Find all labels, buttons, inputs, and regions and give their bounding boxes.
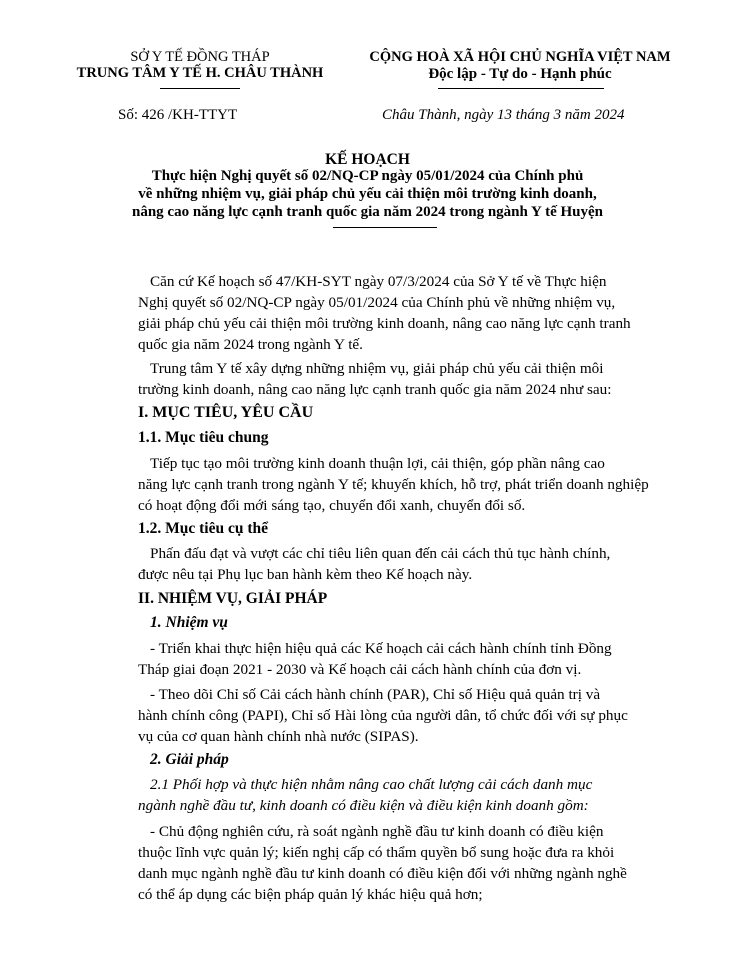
motto-underline	[438, 88, 604, 89]
nation-title: CỘNG HOÀ XÃ HỘI CHỦ NGHĨA VIỆT NAM	[369, 49, 671, 65]
section-heading-2: II. NHIỆM VỤ, GIẢI PHÁP	[138, 590, 328, 607]
para-1-line-4: quốc gia năm 2024 trong ngành Y tế.	[138, 336, 363, 353]
para-1-line-2: Nghị quyết số 02/NQ-CP ngày 05/01/2024 của Chính phủ về những nhiệm vụ,	[138, 294, 616, 311]
para-3-line-2: năng lực cạnh tranh trong ngành Y tế; khuyến khích, hỗ trợ, phát triển doanh nghiệp	[138, 476, 649, 493]
document-title: KẾ HOẠCH	[325, 151, 410, 168]
document-number: Số: 426 /KH-TTYT	[118, 107, 238, 123]
subsection-heading-2-2: 2. Giải pháp	[150, 751, 229, 768]
section-heading-1: I. MỤC TIÊU, YÊU CẦU	[138, 404, 314, 421]
title-subline-1: Thực hiện Nghị quyết số 02/NQ-CP ngày 05/01/2024 của Chính phủ	[151, 168, 584, 184]
subsection-heading-1-1: 1.1. Mục tiêu chung	[138, 429, 269, 446]
para-7-line-2: ngành nghề đầu tư, kinh doanh có điều kiện và điều kiện kinh doanh gồm:	[138, 797, 589, 814]
title-subline-2: về những nhiệm vụ, giải pháp chủ yếu cải thiện môi trường kinh doanh,	[138, 186, 597, 202]
title-subline-3: nâng cao năng lực cạnh tranh quốc gia năm 2024 trong ngành Y tế Huyện	[131, 204, 603, 220]
para-8-line-2: thuộc lĩnh vực quản lý; kiến nghị cấp có thẩm quyền bổ sung hoặc đưa ra khỏi	[138, 844, 615, 861]
nation-motto: Độc lập - Tự do - Hạnh phúc	[428, 66, 612, 82]
para-8-line-4: có thể áp dụng các biện pháp quản lý khác hiệu quả hơn;	[138, 886, 483, 903]
para-2-line-1: Trung tâm Y tế xây dựng những nhiệm vụ, giải pháp chủ yếu cải thiện môi	[150, 360, 604, 377]
para-4-line-2: được nêu tại Phụ lục ban hành kèm theo Kế hoạch này.	[138, 566, 473, 583]
para-3-line-1: Tiếp tục tạo môi trường kinh doanh thuận lợi, cải thiện, góp phần nâng cao	[150, 455, 605, 472]
para-1-line-3: giải pháp chủ yếu cải thiện môi trường kinh doanh, nâng cao năng lực cạnh tranh	[138, 315, 631, 332]
para-5-line-2: Tháp giai đoạn 2021 - 2030 và Kế hoạch cải cách hành chính của đơn vị.	[138, 661, 582, 678]
unit-name: TRUNG TÂM Y TẾ H. CHÂU THÀNH	[76, 65, 324, 81]
para-8-line-1: - Chủ động nghiên cứu, rà soát ngành nghề đầu tư kinh doanh có điều kiện	[150, 823, 604, 840]
agency-name: SỞ Y TẾ ĐỒNG THÁP	[130, 49, 270, 65]
unit-underline	[160, 88, 240, 89]
para-6-line-2: hành chính công (PAPI), Chỉ số Hài lòng của người dân, tổ chức đối với sự phục	[138, 707, 628, 724]
title-underline	[333, 227, 437, 228]
para-4-line-1: Phấn đấu đạt và vượt các chỉ tiêu liên quan đến cải cách thủ tục hành chính,	[150, 545, 611, 562]
para-2-line-2: trường kinh doanh, nâng cao năng lực cạnh tranh quốc gia năm 2024 như sau:	[138, 381, 612, 398]
para-6-line-1: - Theo dõi Chỉ số Cải cách hành chính (PAR), Chỉ số Hiệu quả quản trị và	[150, 686, 601, 703]
para-1-line-1: Căn cứ Kế hoạch số 47/KH-SYT ngày 07/3/2024 của Sở Y tế về Thực hiện	[150, 273, 607, 290]
para-8-line-3: danh mục ngành nghề đầu tư kinh doanh có điều kiện đối với những ngành nghề	[138, 865, 627, 882]
place-date: Châu Thành, ngày 13 tháng 3 năm 2024	[382, 107, 625, 123]
para-7-line-1: 2.1 Phối hợp và thực hiện nhằm nâng cao chất lượng cải cách danh mục	[150, 776, 593, 793]
para-5-line-1: - Triển khai thực hiện hiệu quả các Kế hoạch cải cách hành chính tỉnh Đồng	[150, 640, 612, 657]
subsection-heading-2-1: 1. Nhiệm vụ	[150, 614, 228, 631]
para-6-line-3: vụ của cơ quan hành chính nhà nước (SIPAS).	[138, 728, 419, 745]
para-3-line-3: có hoạt động đổi mới sáng tạo, chuyển đổi xanh, chuyển đổi số.	[138, 497, 526, 514]
subsection-heading-1-2: 1.2. Mục tiêu cụ thể	[138, 520, 269, 537]
